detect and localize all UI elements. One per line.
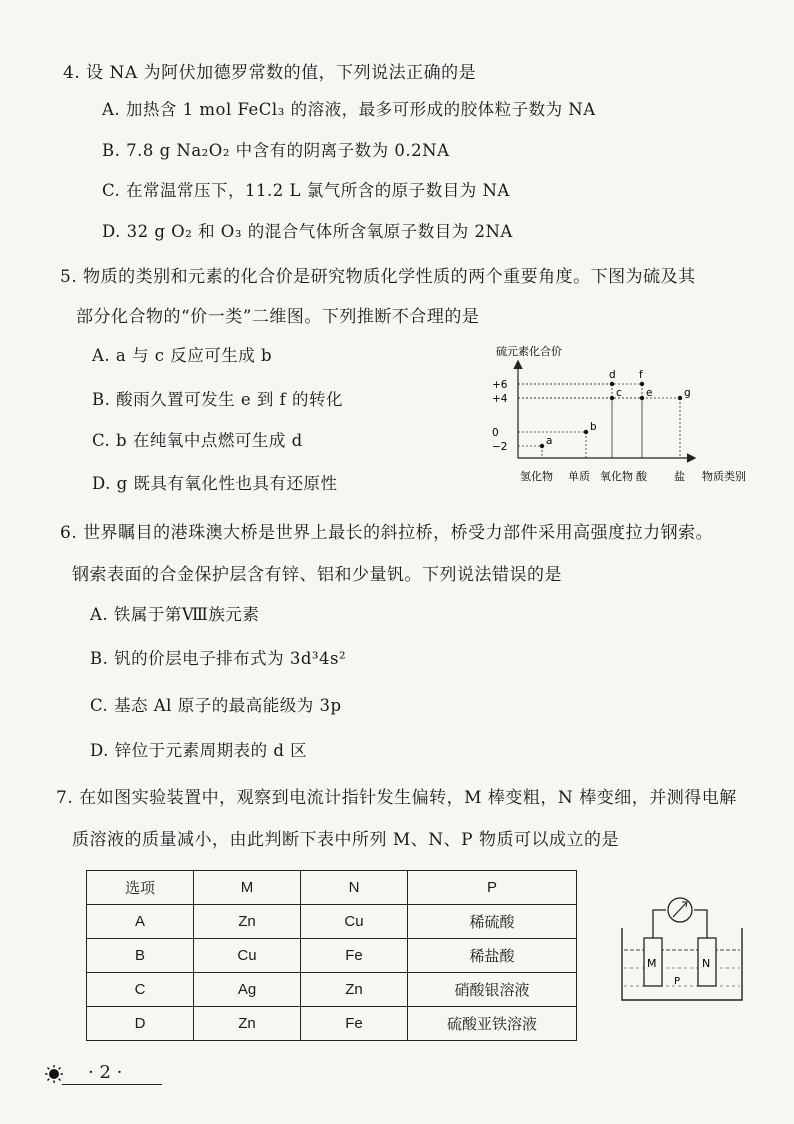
chart-point-d [610, 382, 614, 386]
q5-option-b: B. 酸雨久置可发生 e 到 f 的转化 [92, 390, 343, 409]
wire-left [653, 910, 666, 938]
table-cell: Zn [194, 1007, 301, 1041]
chart-point-c [610, 396, 614, 400]
galvanometer-icon [668, 898, 692, 922]
table-cell: Zn [301, 973, 408, 1007]
table-cell: Fe [301, 1007, 408, 1041]
table-header-cell: P [408, 871, 577, 905]
q5-option-d: D. g 既具有氧化性也具有还原性 [92, 474, 338, 493]
chart-x-tick-label: 氧化物 [600, 470, 633, 483]
table-cell: C [87, 973, 194, 1007]
chart-point-g [678, 396, 682, 400]
q7-stem-line1: 7. 在如图实验装置中，观察到电流计指针发生偏转，M 棒变粗，N 棒变细，并测得电解 [56, 788, 737, 808]
electrode-n-label: N [702, 957, 711, 970]
chart-x-axis-label: 物质类别 [702, 470, 746, 483]
table-header-cell: M [194, 871, 301, 905]
table-cell: A [87, 905, 194, 939]
table-cell: 硝酸银溶液 [408, 973, 577, 1007]
table-cell: Cu [301, 905, 408, 939]
q5-stem-line1: 5. 物质的类别和元素的化合价是研究物质化学性质的两个重要角度。下图为硫及其 [60, 267, 696, 287]
q4-option-a: A. 加热含 1 mol FeCl₃ 的溶液，最多可形成的胶体粒子数为 NA [102, 100, 596, 119]
page-number: · 2 · [88, 1062, 123, 1083]
q6-option-a: A. 铁属于第Ⅷ族元素 [90, 605, 260, 624]
chart-point-label: e [646, 387, 653, 399]
table-cell: 硫酸亚铁溶液 [408, 1007, 577, 1041]
table-cell: B [87, 939, 194, 973]
table-header-cell: 选项 [87, 871, 194, 905]
chart-point-label: a [546, 435, 553, 447]
q5-stem-line2: 部分化合物的“价一类”二维图。下列推断不合理的是 [76, 307, 480, 327]
galvanic-cell-diagram [612, 888, 752, 1006]
table-row [87, 973, 577, 1007]
chart-x-tick-label: 酸 [636, 470, 647, 483]
chart-x-tick-label: 单质 [568, 470, 590, 483]
chart-y-tick-label: +6 [492, 379, 508, 391]
q7-options-table [86, 870, 577, 1041]
wire-right [694, 910, 707, 938]
chart-y-tick-label: +4 [492, 393, 508, 405]
q4-stem: 4. 设 NA 为阿伏加德罗常数的值，下列说法正确的是 [63, 63, 477, 83]
chart-point-label: g [684, 387, 691, 399]
beaker-outline [622, 928, 742, 1000]
q4-option-b: B. 7.8 g Na₂O₂ 中含有的阴离子数为 0.2NA [102, 141, 450, 160]
chart-y-tick-label: 0 [492, 427, 499, 439]
bulb-icon [44, 1064, 64, 1084]
q6-option-d: D. 锌位于元素周期表的 d 区 [90, 741, 308, 760]
chart-point-f [640, 382, 644, 386]
q6-stem-line2: 钢索表面的合金保护层含有锌、铝和少量钒。下列说法错误的是 [72, 565, 562, 585]
q4-option-c: C. 在常温常压下，11.2 L 氯气所含的原子数目为 NA [102, 181, 510, 200]
chart-point-b [584, 430, 588, 434]
table-header-cell: N [301, 871, 408, 905]
chart-y-axis-label: 硫元素化合价 [496, 345, 562, 358]
solution-label: P [674, 976, 681, 987]
table-cell: D [87, 1007, 194, 1041]
table-cell: 稀硫酸 [408, 905, 577, 939]
table-cell: Zn [194, 905, 301, 939]
table-row [87, 1007, 577, 1041]
q6-stem-line1: 6. 世界瞩目的港珠澳大桥是世界上最长的斜拉桥，桥受力部件采用高强度拉力钢索。 [60, 523, 714, 543]
table-cell: Fe [301, 939, 408, 973]
chart-point-a [540, 444, 544, 448]
electrode-m-label: M [647, 957, 657, 970]
table-row [87, 939, 577, 973]
chart-point-label: f [639, 369, 643, 381]
chart-point-label: d [609, 369, 616, 381]
table-row [87, 905, 577, 939]
q6-option-c: C. 基态 Al 原子的最高能级为 3p [90, 696, 342, 715]
chart-y-tick-label: −2 [492, 441, 508, 453]
q6-option-b: B. 钒的价层电子排布式为 3d³4s² [90, 649, 347, 668]
chart-x-tick-label: 盐 [674, 470, 685, 483]
table-cell: Ag [194, 973, 301, 1007]
q5-option-a: A. a 与 c 反应可生成 b [92, 346, 273, 365]
chart-point-label: c [616, 387, 622, 399]
chart-x-tick-label: 氢化物 [520, 470, 553, 483]
table-header-row [87, 871, 577, 905]
table-cell: 稀盐酸 [408, 939, 577, 973]
footer-divider [62, 1084, 162, 1085]
q4-option-d: D. 32 g O₂ 和 O₃ 的混合气体所含氧原子数目为 2NA [102, 222, 513, 241]
table-cell: Cu [194, 939, 301, 973]
chart-point-e [640, 396, 644, 400]
q7-stem-line2: 质溶液的质量减小，由此判断下表中所列 M、N、P 物质可以成立的是 [72, 830, 620, 850]
sulfur-valence-chart [488, 340, 758, 488]
q5-option-c: C. b 在纯氧中点燃可生成 d [92, 431, 303, 450]
chart-point-label: b [590, 421, 597, 433]
